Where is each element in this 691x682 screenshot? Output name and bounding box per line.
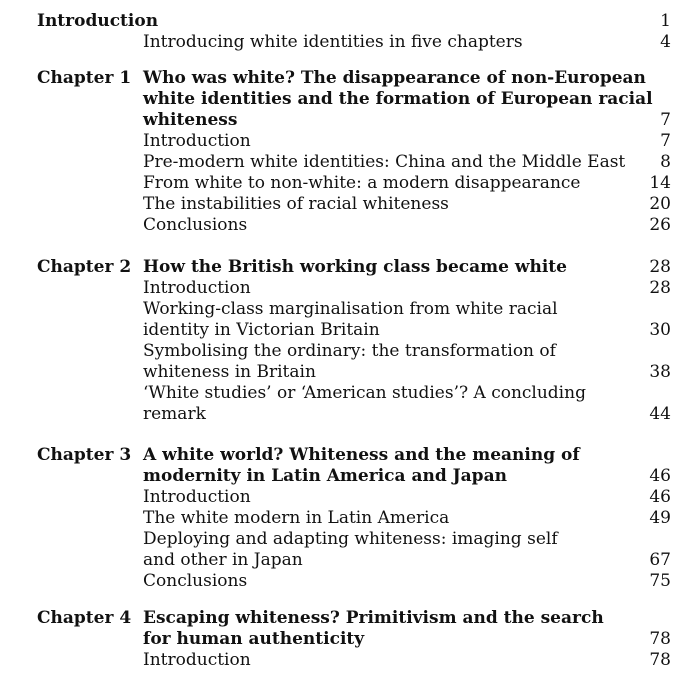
toc-entry <box>143 508 671 529</box>
toc-entry-title: remark <box>143 404 206 424</box>
toc-entry-page: 14 <box>649 173 671 193</box>
toc-entry-page: 30 <box>649 320 671 340</box>
introduction-page-number: 1 <box>660 11 671 31</box>
toc-entry-title: whiteness in Britain <box>143 362 316 382</box>
toc-entry-title: Introduction <box>143 650 251 670</box>
chapter-page-number: 7 <box>660 110 671 130</box>
chapter-title-text: modernity in Latin America and Japan <box>143 466 507 486</box>
chapter-title-text: Who was white? The disappearance of non-European <box>143 68 646 88</box>
toc-entry-title: From white to non-white: a modern disappearance <box>143 173 581 193</box>
toc-entry <box>143 404 671 425</box>
chapter-title-line <box>143 466 671 487</box>
chapter-label: Chapter 1 <box>37 68 132 88</box>
chapter-page-number: 78 <box>649 629 671 649</box>
toc-entry-page: 78 <box>649 650 671 670</box>
chapter-title-line <box>143 629 671 650</box>
chapter-label: Chapter 2 <box>37 257 132 277</box>
toc-entry-page: 7 <box>660 131 671 151</box>
chapter-title-text: How the British working class became white <box>143 257 567 277</box>
toc-entry <box>143 362 671 383</box>
chapter-title-line <box>143 110 671 131</box>
toc-entry <box>143 152 671 173</box>
toc-entry-page: 46 <box>649 487 671 507</box>
chapter-title-line <box>143 257 671 278</box>
toc-entry-page: 20 <box>649 194 671 214</box>
toc-entry <box>143 173 671 194</box>
chapter-title-text: A white world? Whiteness and the meaning of <box>143 445 580 465</box>
chapter-title-text: Escaping whiteness? Primitivism and the search <box>143 608 604 628</box>
toc-entry-page: 26 <box>649 215 671 235</box>
chapter-page-number: 46 <box>649 466 671 486</box>
introduction-heading: Introduction <box>37 11 159 31</box>
toc-entry-title: Pre-modern white identities: China and the Middle East <box>143 152 626 172</box>
chapter-label: Chapter 4 <box>37 608 132 628</box>
toc-entry-title: and other in Japan <box>143 550 303 570</box>
toc-entry-title: Introduction <box>143 487 251 507</box>
toc-entry-page: 8 <box>660 152 671 172</box>
toc-entry <box>143 650 671 671</box>
chapter-title-line <box>143 445 671 466</box>
toc-entry <box>143 487 671 508</box>
toc-entry-title: Introduction <box>143 131 251 151</box>
toc-entry <box>143 215 671 236</box>
toc-entry-title: ‘White studies’ or ‘American studies’? A concluding <box>143 383 586 403</box>
chapter-title-text: for human authenticity <box>143 629 365 649</box>
toc-entry-page: 75 <box>649 571 671 591</box>
chapter-title-text: white identities and the formation of European racial <box>143 89 653 109</box>
toc-entry <box>143 194 671 215</box>
toc-entry-title: Conclusions <box>143 571 248 591</box>
toc-entry <box>143 32 671 53</box>
toc-entry-page: 49 <box>649 508 671 528</box>
chapter-title-text: whiteness <box>143 110 238 130</box>
toc-entry-title: The instabilities of racial whiteness <box>143 194 449 214</box>
toc-entry-page: 44 <box>649 404 671 424</box>
toc-entry-title: The white modern in Latin America <box>143 508 450 528</box>
toc-entry <box>143 299 671 320</box>
chapter-title-line <box>143 89 671 110</box>
chapter-label: Chapter 3 <box>37 445 132 465</box>
toc-entry-title: Working-class marginalisation from white racial <box>143 299 558 319</box>
chapter-title-line <box>143 608 671 629</box>
toc-entry <box>143 341 671 362</box>
toc-entry <box>143 278 671 299</box>
toc-entry-title: Symbolising the ordinary: the transformation of <box>143 341 556 361</box>
toc-entry-page: 38 <box>649 362 671 382</box>
chapter-page-number: 28 <box>649 257 671 277</box>
toc-entry <box>143 131 671 152</box>
toc-entry-page: 4 <box>660 32 671 52</box>
toc-entry-title: Deploying and adapting whiteness: imaging self <box>143 529 558 549</box>
chapter-title-line <box>143 68 671 89</box>
toc-entry-page: 67 <box>649 550 671 570</box>
toc-entry <box>143 529 671 550</box>
toc-entry <box>143 320 671 341</box>
toc-entry-title: Introduction <box>143 278 251 298</box>
toc-entry <box>143 571 671 592</box>
toc-entry <box>143 550 671 571</box>
toc-entry <box>143 383 671 404</box>
toc-entry-page: 28 <box>649 278 671 298</box>
toc-entry-title: Conclusions <box>143 215 248 235</box>
toc-entry-title: identity in Victorian Britain <box>143 320 380 340</box>
toc-entry-title: Introducing white identities in five chapters <box>143 32 523 52</box>
